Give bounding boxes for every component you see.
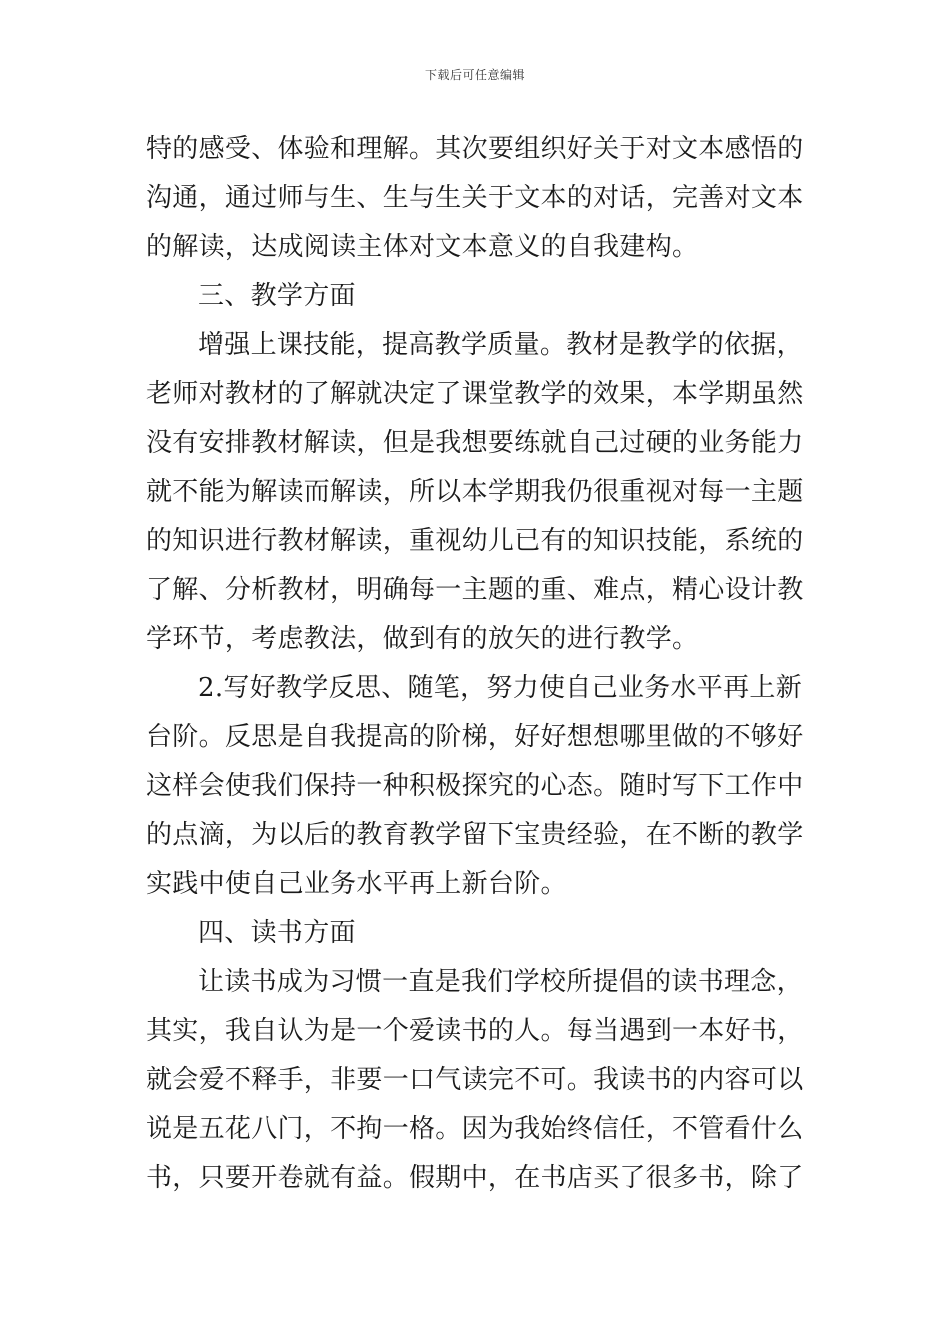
text-line: 增强上课技能，提高教学质量。教材是教学的依据，	[198, 330, 803, 360]
text-line: 其实，我自认为是一个爱读书的人。每当遇到一本好书，	[146, 1016, 804, 1046]
text-line: 没有安排教材解读，但是我想要练就自己过硬的业务能力	[146, 428, 804, 458]
text-line: 说是五花八门，不拘一格。因为我始终信任，不管看什么	[146, 1114, 804, 1144]
text-line: 就不能为解读而解读，所以本学期我仍很重视对每一主题	[146, 477, 804, 507]
section-heading: 四、读书方面	[198, 918, 356, 948]
text-line: 沟通，通过师与生、生与生关于文本的对话，完善对文本	[146, 183, 804, 213]
text-line: 这样会使我们保持一种积极探究的心态。随时写下工作中	[146, 771, 804, 801]
text-line: 的解读，达成阅读主体对文本意义的自我建构。	[146, 232, 699, 262]
text-line: 的点滴，为以后的教育教学留下宝贵经验，在不断的教学	[146, 820, 804, 850]
text-line: 了解、分析教材，明确每一主题的重、难点，精心设计教	[146, 575, 804, 605]
text-line: 2.写好教学反思、随笔，努力使自己业务水平再上新	[198, 673, 803, 703]
text-line: 书，只要开卷就有益。假期中，在书店买了很多书，除了	[146, 1163, 804, 1193]
text-line: 让读书成为习惯一直是我们学校所提倡的读书理念，	[198, 967, 803, 997]
text-line: 实践中使自己业务水平再上新台阶。	[146, 869, 567, 899]
document-body	[146, 125, 810, 1203]
text-line: 学环节，考虑教法，做到有的放矢的进行教学。	[146, 624, 699, 654]
text-line: 台阶。反思是自我提高的阶梯，好好想想哪里做的不够好	[146, 722, 804, 752]
text-line: 就会爱不释手，非要一口气读完不可。我读书的内容可以	[146, 1065, 804, 1095]
text-line: 老师对教材的了解就决定了课堂教学的效果，本学期虽然	[146, 379, 804, 409]
page-header: 下载后可任意编辑	[424, 68, 525, 82]
text-line: 特的感受、体验和理解。其次要组织好关于对文本感悟的	[146, 134, 804, 164]
section-heading: 三、教学方面	[198, 281, 356, 311]
text-line: 的知识进行教材解读，重视幼儿已有的知识技能，系统的	[146, 526, 804, 556]
